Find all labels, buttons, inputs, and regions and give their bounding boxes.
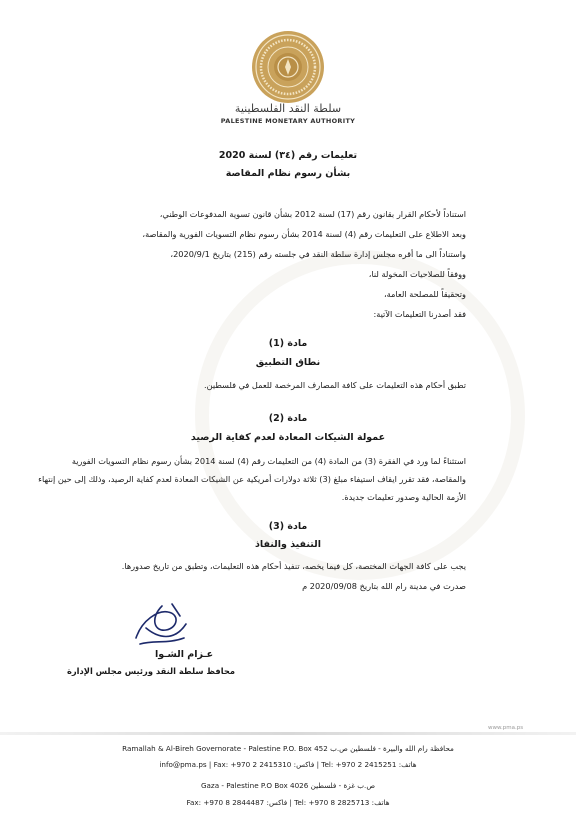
signatory-name: عـزام الشـوا — [155, 649, 214, 660]
article-1-heading: مادة (1) — [268, 338, 308, 349]
footer-contact-ramallah: info@pma.ps | Fax: +970 2 2415310 :فاكس | Tel: +970 2 2415251 :هاتف — [159, 760, 417, 769]
article-2-title: عمولة الشيكات المعادة لعدم كفاية الرصيد — [190, 432, 386, 443]
preamble-line: استناداً لأحكام القرار بقانون رقم (17) لسنة 2012 بشأن قانون تسوية المدفوعات الوطني، — [159, 209, 466, 219]
article-2-text: استثناءً لما ورد في الفقرة (3) من المادة (4) من التعليمات رقم (4) لسنة 2014 بشأن رسوم نظام التسويات الفورية والمقاصة، فقد تقرر ايقاف استيفاء مبلغ (3) ثلاثة دولارات أمريكية عن الشيكات المعادة لعدم كفاية الرصيد، وذلك إلى حين إنتهاء الأزمة الحالية وصدور تعليمات جديدة. — [38, 456, 466, 502]
footer-website: www.pma.ps — [488, 725, 524, 731]
footer-address-ramallah — [0, 744, 576, 753]
footer-address-english: Ramallah & Al-Bireh Governorate - Palestine P.O. Box 452 — [122, 744, 328, 753]
footer-divider — [0, 732, 576, 735]
preamble-line: وبعد الاطلاع على التعليمات رقم (4) لسنة 2014 بشأن رسوم نظام التسويات الفورية والمقاصة، — [142, 229, 466, 239]
preamble-line: ووفقاً للصلاحيات المخولة لنا، — [368, 269, 466, 279]
footer-address-gaza: Gaza - Palestine P.O Box 4026 ص.ب غزة - فلسطين — [200, 781, 376, 790]
instruction-number-title: تعليمات رقم (٣٤) لسنة 2020 — [218, 150, 358, 161]
pma-seal-logo — [250, 29, 326, 105]
preamble-line: وتحقيقاً للمصلحة العامة، — [383, 289, 466, 299]
article-2-heading: مادة (2) — [268, 413, 308, 424]
issue-date-line: صدرت في مدينة رام الله بتاريخ 2020/09/08 م — [302, 581, 466, 591]
article-3-text: يجب على كافة الجهات المختصة، كل فيما يخصه، تنفيذ أحكام هذه التعليمات، وتطبق من تاريخ صدورها. — [121, 561, 466, 571]
article-1-title: نطاق التطبيق — [255, 357, 321, 368]
article-1-text: تطبق أحكام هذه التعليمات على كافة المصارف المرخصة للعمل في فلسطين. — [204, 380, 466, 390]
article-3-title: التنفيذ والنفاذ — [255, 539, 321, 550]
signatory-title: محافظ سلطة النقد ورئيس مجلس الإدارة — [67, 666, 235, 676]
authority-name-arabic: سلطة النقد الفلسطينية — [234, 102, 342, 115]
footer-contact-gaza: Fax: +970 8 2844487 :فاكس | Tel: +970 8 2825713 :هاتف — [186, 798, 390, 807]
footer-address-arabic: محافظة رام الله والبيرة - فلسطين ص.ب — [330, 744, 454, 753]
preamble-line: واستناداً الى ما أقره مجلس إدارة سلطة النقد في جلسته رقم (215) بتاريخ 2020/9/1، — [170, 249, 466, 259]
authority-name-english: PALESTINE MONETARY AUTHORITY — [220, 117, 356, 125]
instruction-subject-title: بشأن رسوم نظام المقاصة — [225, 168, 351, 179]
article-3-heading: مادة (3) — [268, 521, 308, 532]
handwritten-signature — [128, 598, 192, 650]
preamble-line: فقد أصدرنا التعليمات الآتية: — [373, 309, 466, 319]
